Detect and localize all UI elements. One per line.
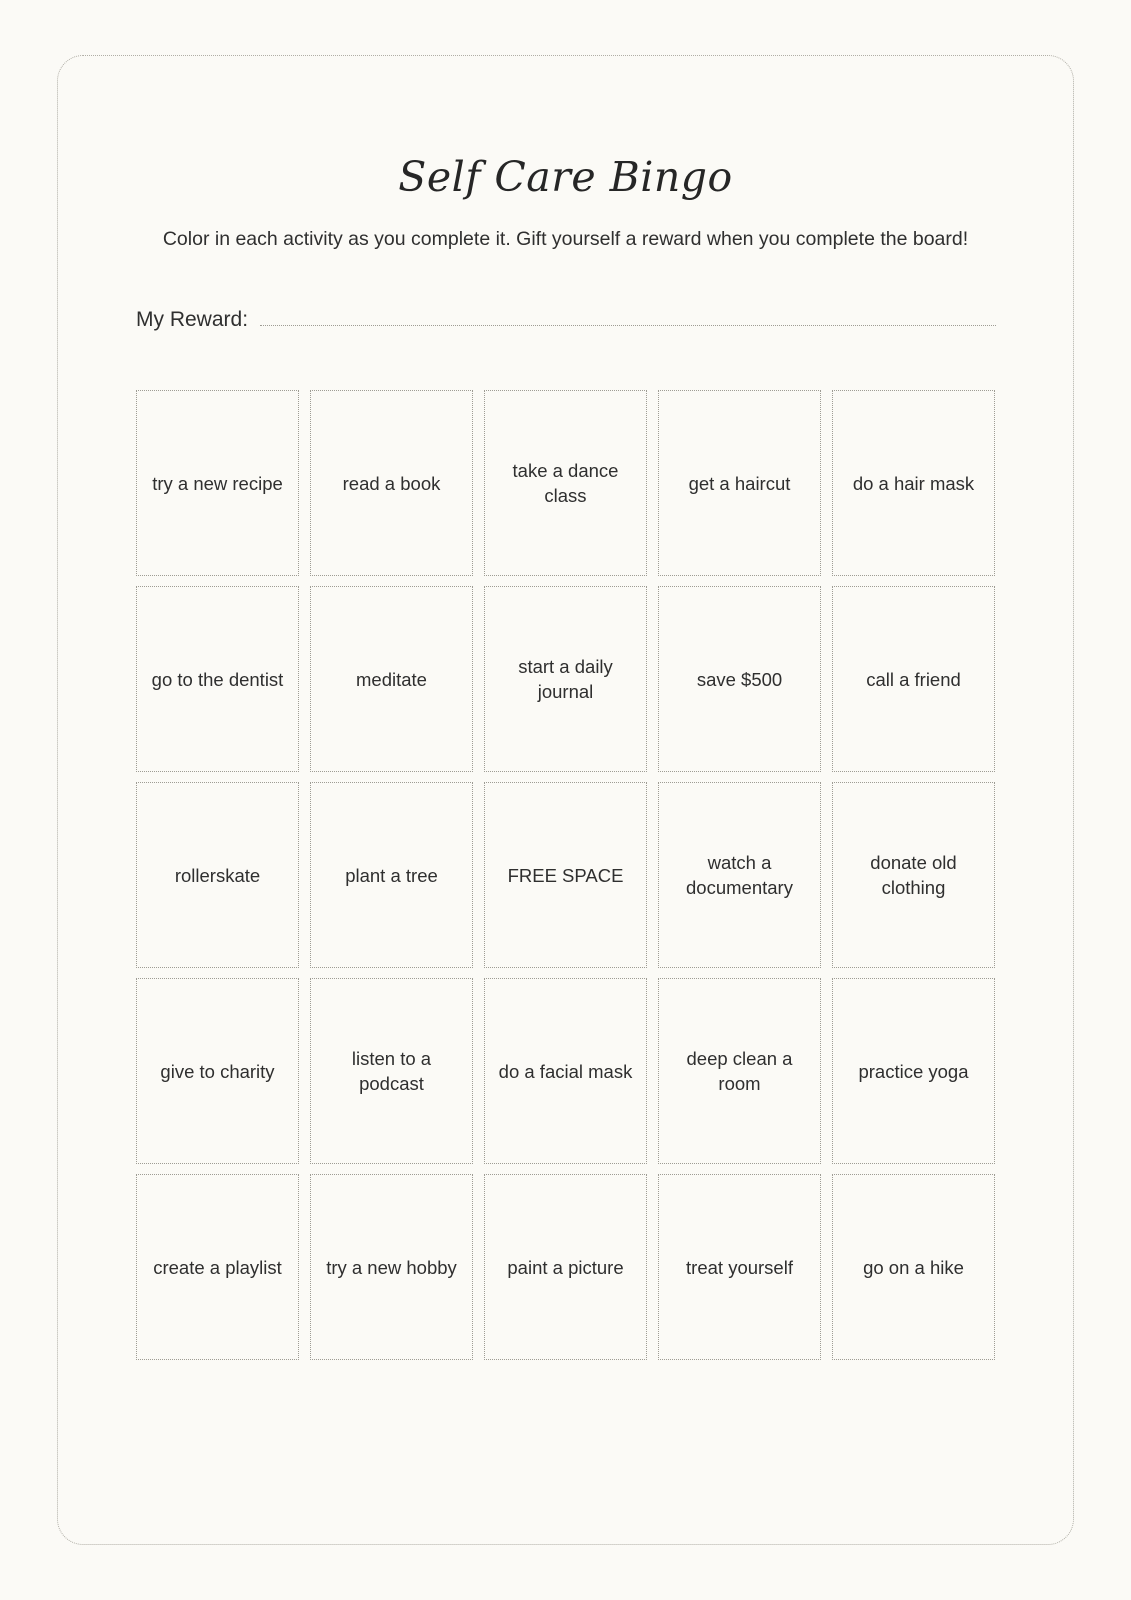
bingo-cell-label: FREE SPACE <box>507 864 624 886</box>
bingo-cell-label: go to the dentist <box>151 668 284 690</box>
page-subtitle: Color in each activity as you complete it. Gift yourself a reward when you complete the board! <box>162 228 969 250</box>
bingo-cell[interactable] <box>484 978 647 1164</box>
bingo-cell-label: rollerskate <box>174 864 261 886</box>
bingo-cell[interactable] <box>832 978 995 1164</box>
bingo-cell-label: practice yoga <box>858 1060 969 1082</box>
bingo-cell-label: start a daily journal <box>518 656 613 702</box>
bingo-cell-label: give to charity <box>160 1060 275 1082</box>
worksheet-page <box>57 55 1074 1545</box>
bingo-cell[interactable] <box>832 390 995 576</box>
bingo-cell[interactable] <box>136 1174 299 1360</box>
bingo-cell-label: save $500 <box>696 668 783 690</box>
bingo-cell-label: paint a picture <box>507 1256 624 1278</box>
bingo-cell[interactable] <box>310 390 473 576</box>
bingo-cell[interactable] <box>658 782 821 968</box>
bingo-cell-label: listen to a podcast <box>351 1048 432 1094</box>
bingo-cell-label: watch a documentary <box>686 852 793 898</box>
bingo-cell[interactable] <box>310 978 473 1164</box>
bingo-cell-free-space[interactable] <box>484 782 647 968</box>
bingo-cell[interactable] <box>658 390 821 576</box>
bingo-cell[interactable] <box>484 586 647 772</box>
bingo-cell[interactable] <box>484 1174 647 1360</box>
reward-label: My Reward: <box>136 308 249 331</box>
bingo-cell-label: try a new recipe <box>152 472 283 494</box>
bingo-cell[interactable] <box>484 390 647 576</box>
bingo-cell-label: read a book <box>342 472 441 494</box>
bingo-cell[interactable] <box>832 782 995 968</box>
bingo-grid <box>58 390 1073 1360</box>
bingo-cell-label: call a friend <box>866 668 961 690</box>
bingo-cell[interactable] <box>136 978 299 1164</box>
bingo-cell[interactable] <box>832 586 995 772</box>
bingo-cell[interactable] <box>310 1174 473 1360</box>
page-title: Self Care Bingo <box>398 153 733 201</box>
bingo-cell[interactable] <box>136 390 299 576</box>
bingo-cell-label: do a hair mask <box>852 472 975 494</box>
bingo-cell-label: do a facial mask <box>498 1060 633 1082</box>
bingo-cell-label: deep clean a room <box>686 1048 793 1094</box>
bingo-cell-label: treat yourself <box>686 1256 793 1278</box>
reward-row <box>58 308 1073 332</box>
bingo-cell-label: go on a hike <box>863 1256 964 1278</box>
bingo-cell-label: take a dance class <box>512 460 619 506</box>
bingo-cell[interactable] <box>136 782 299 968</box>
bingo-cell[interactable] <box>658 978 821 1164</box>
bingo-cell-label: get a haircut <box>688 472 791 494</box>
bingo-cell[interactable] <box>658 586 821 772</box>
bingo-cell[interactable] <box>658 1174 821 1360</box>
bingo-cell[interactable] <box>310 586 473 772</box>
bingo-cell-label: create a playlist <box>153 1256 282 1278</box>
bingo-cell[interactable] <box>310 782 473 968</box>
reward-input-line[interactable] <box>260 315 996 326</box>
bingo-cell-label: meditate <box>356 668 427 690</box>
bingo-cell-label: plant a tree <box>345 864 438 886</box>
bingo-cell-label: try a new hobby <box>326 1256 457 1278</box>
bingo-cell[interactable] <box>136 586 299 772</box>
bingo-cell[interactable] <box>832 1174 995 1360</box>
bingo-cell-label: donate old clothing <box>870 852 957 898</box>
